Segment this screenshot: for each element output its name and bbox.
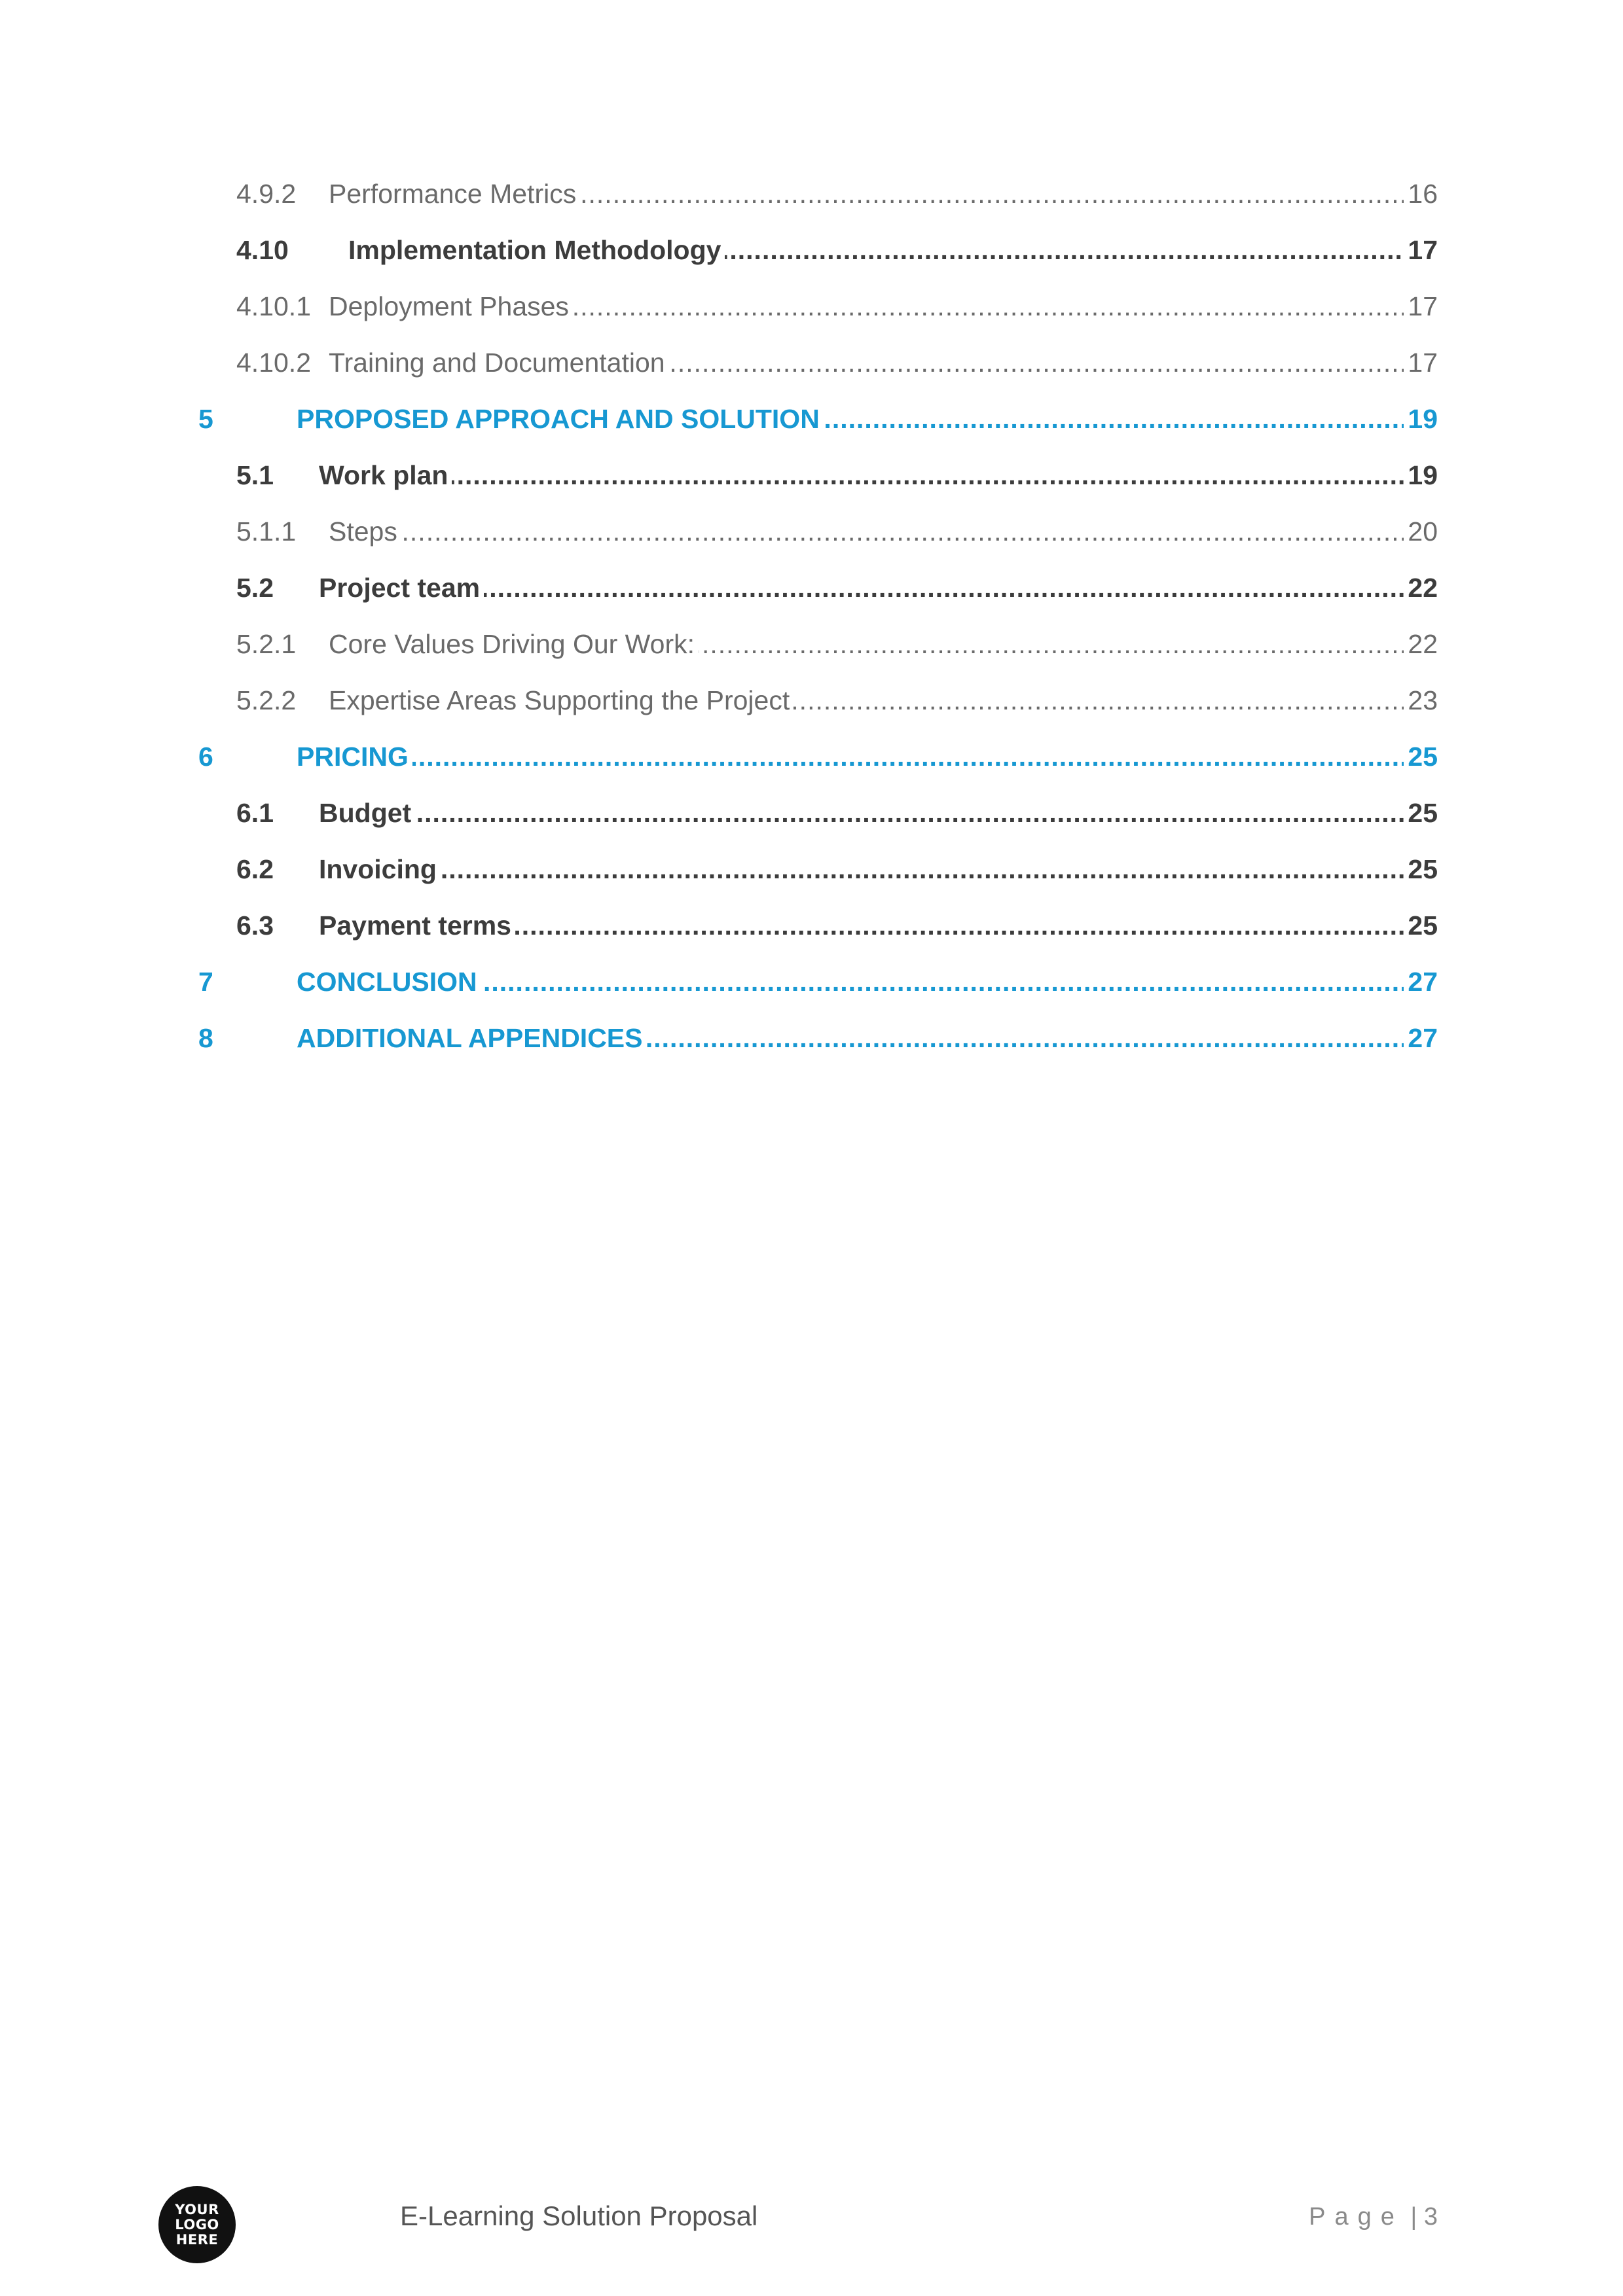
toc-entry-title: PRICING [297, 728, 412, 785]
toc-entry-page: 27 [1404, 954, 1438, 1010]
toc-entry-title: Payment terms [319, 897, 515, 954]
toc-entry-title: Project team [319, 560, 484, 616]
toc-dot-leader [329, 503, 1405, 560]
toc-entry[interactable] [0, 1010, 1623, 1066]
page-number: 3 [1423, 2203, 1438, 2231]
toc-entry-number: 4.10 [236, 235, 289, 265]
toc-entry-page: 17 [1404, 334, 1438, 391]
toc-entry-page: 25 [1404, 728, 1438, 785]
toc-entry-page: 22 [1404, 560, 1438, 616]
footer-document-title: E-Learning Solution Proposal [400, 2200, 758, 2231]
toc-entry-title: Expertise Areas Supporting the Project [329, 672, 793, 728]
toc-dot-leader [319, 785, 1405, 841]
logo-line-2: LOGO [175, 2216, 219, 2233]
toc-entry-title: Training and Documentation [329, 334, 669, 391]
toc-entry-page: 25 [1404, 785, 1438, 841]
toc-entry[interactable] [0, 841, 1623, 897]
toc-entry-title: Core Values Driving Our Work: [329, 616, 699, 672]
toc-entry-title: PROPOSED APPROACH AND SOLUTION [297, 391, 824, 447]
toc-entry-number: 4.9.2 [236, 179, 297, 209]
toc-entry[interactable] [0, 334, 1623, 391]
toc-dot-leader [297, 728, 1405, 785]
toc-entry-number: 5.2 [236, 573, 274, 603]
toc-entry-page: 16 [1404, 166, 1438, 222]
toc-entry-title: Work plan [319, 447, 452, 503]
toc-entry[interactable] [0, 503, 1623, 560]
toc-entry[interactable] [0, 785, 1623, 841]
toc-entry[interactable] [0, 447, 1623, 503]
toc-entry-number: 5.1.1 [236, 516, 297, 547]
toc-entry[interactable] [0, 672, 1623, 728]
toc-entry-page: 17 [1404, 222, 1438, 278]
toc-entry-number: 4.10.1 [236, 291, 311, 321]
toc-entry[interactable] [0, 954, 1623, 1010]
toc-dot-leader [319, 447, 1405, 503]
toc-entry-title: Invoicing [319, 841, 441, 897]
toc-entry-number: 5.2.1 [236, 629, 297, 659]
toc-entry-title: ADDITIONAL APPENDICES [297, 1010, 647, 1066]
toc-entry-page: 17 [1404, 278, 1438, 334]
logo-line-1: YOUR [175, 2201, 219, 2217]
toc-entry-page: 27 [1404, 1010, 1438, 1066]
toc-entry-title: Performance Metrics [329, 166, 580, 222]
toc-dot-leader [319, 841, 1405, 897]
toc-entry-page: 23 [1404, 672, 1438, 728]
table-of-contents [0, 0, 1623, 1113]
toc-entry-page: 22 [1404, 616, 1438, 672]
toc-entry-number: 7 [198, 967, 213, 997]
toc-entry[interactable] [0, 166, 1623, 222]
toc-entry[interactable] [0, 728, 1623, 785]
toc-entry[interactable] [0, 897, 1623, 954]
footer-page-indicator [1309, 2203, 1438, 2231]
toc-entry-title: Budget [319, 785, 415, 841]
toc-entry-number: 4.10.2 [236, 348, 311, 378]
toc-entry-number: 5.1 [236, 460, 274, 490]
toc-entry-page: 19 [1404, 447, 1438, 503]
company-logo [158, 2186, 236, 2263]
toc-entry-number: 5 [198, 404, 213, 434]
toc-entry-page: 19 [1404, 391, 1438, 447]
toc-entry-page: 25 [1404, 897, 1438, 954]
toc-entry-title: Steps [329, 503, 401, 560]
logo-line-3: HERE [175, 2231, 219, 2248]
toc-entry[interactable] [0, 391, 1623, 447]
toc-entry-page: 20 [1404, 503, 1438, 560]
toc-entry-number: 6.3 [236, 910, 274, 941]
toc-entry[interactable] [0, 616, 1623, 672]
page-separator: | [1410, 2203, 1417, 2231]
toc-entry-number: 8 [198, 1023, 213, 1053]
toc-entry-number: 6.2 [236, 854, 274, 884]
toc-entry-title: Implementation Methodology [348, 222, 725, 278]
toc-entry[interactable] [0, 278, 1623, 334]
toc-entry-number: 5.2.2 [236, 685, 297, 715]
page-label: Page [1309, 2203, 1404, 2231]
toc-entry[interactable] [0, 560, 1623, 616]
toc-entry-title: CONCLUSION [297, 954, 481, 1010]
toc-entry-number: 6.1 [236, 798, 274, 828]
toc-entry[interactable] [0, 222, 1623, 278]
toc-entry-number: 6 [198, 742, 213, 772]
toc-entry-title: Deployment Phases [329, 278, 573, 334]
toc-entry-page: 25 [1404, 841, 1438, 897]
